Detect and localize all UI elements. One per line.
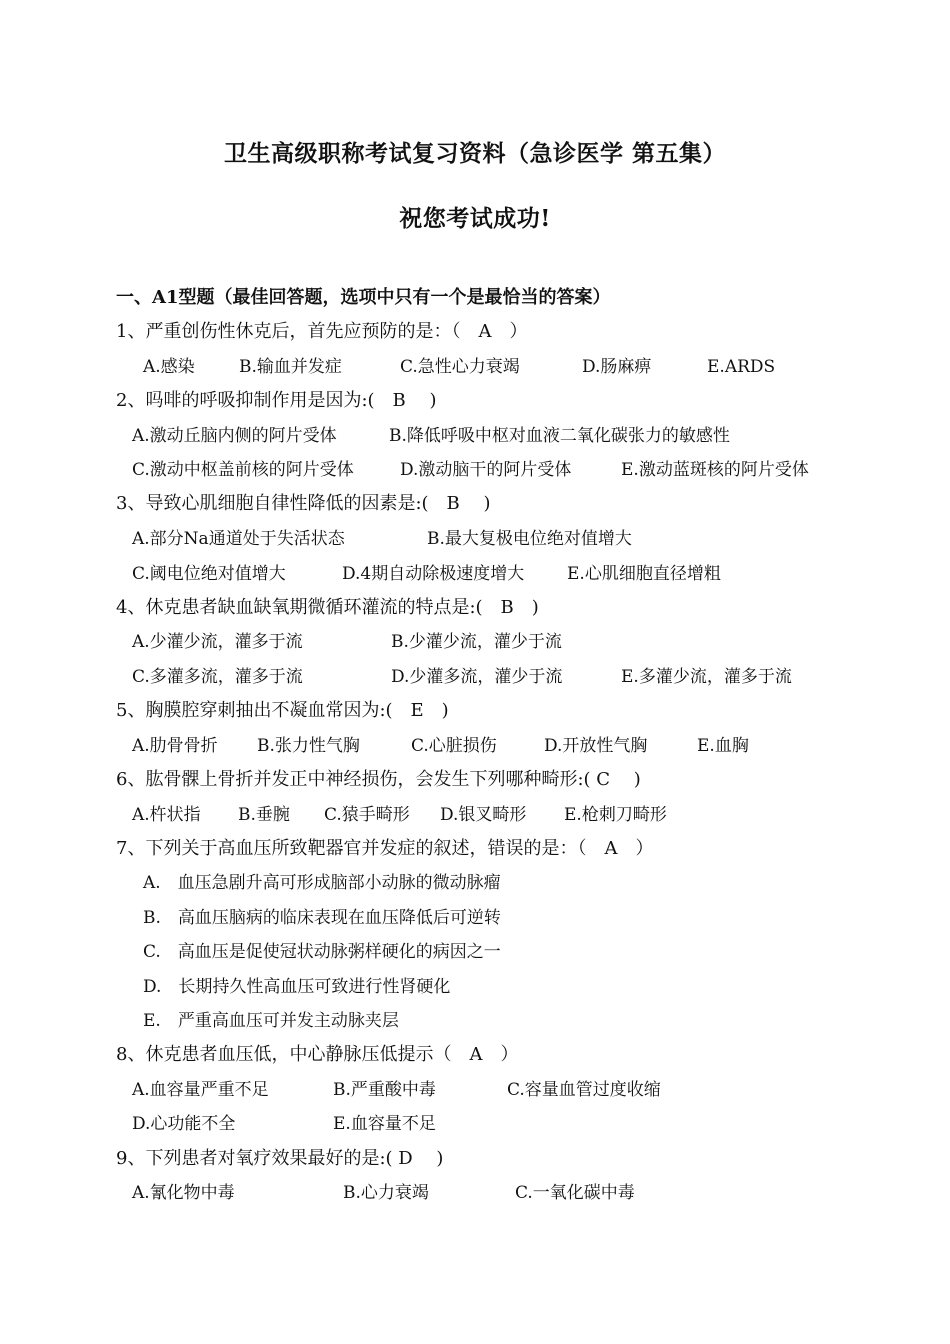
question-5-option-c: C.心脏损伤 — [411, 736, 497, 756]
question-4-option-c: C.多灌多流，灌多于流 — [132, 667, 303, 687]
question-8-option-b: B.严重酸中毒 — [333, 1080, 436, 1100]
question-4-option-e: E.多灌少流，灌多于流 — [621, 667, 792, 687]
question-8-option-c: C.容量血管过度收缩 — [507, 1080, 661, 1100]
question-5-option-d: D.开放性气胸 — [544, 736, 648, 756]
question-6-stem: 6、肱骨髁上骨折并发正中神经损伤，会发生下列哪种畸形:( C ) — [116, 769, 641, 790]
question-1-option-c: C.急性心力衰竭 — [400, 357, 520, 377]
document-subtitle: 祝您考试成功! — [399, 205, 551, 232]
question-9-option-a: A.氰化物中毒 — [132, 1183, 235, 1203]
question-8-option-e: E.血容量不足 — [333, 1114, 436, 1134]
question-1-option-e: E.ARDS — [707, 357, 776, 377]
question-1-option-a: A.感染 — [143, 357, 195, 377]
question-6-option-d: D.银叉畸形 — [440, 805, 527, 825]
question-3-option-e: E.心肌细胞直径增粗 — [567, 564, 721, 584]
question-3-option-d: D.4期自动除极速度增大 — [342, 564, 525, 584]
question-6-option-e: E.枪刺刀畸形 — [564, 805, 667, 825]
question-2-option-e: E.激动蓝斑核的阿片受体 — [621, 460, 809, 480]
question-6-option-a: A.杵状指 — [132, 805, 201, 825]
question-9-option-b: B.心力衰竭 — [343, 1183, 429, 1203]
question-6-option-c: C.猿手畸形 — [324, 805, 410, 825]
question-2-option-b: B.降低呼吸中枢对血液二氧化碳张力的敏感性 — [389, 426, 730, 446]
question-6-option-b: B.垂腕 — [238, 805, 290, 825]
question-3-stem: 3、导致心肌细胞自律性降低的因素是:( B ) — [116, 493, 491, 514]
question-4-stem: 4、休克患者缺血缺氧期微循环灌流的特点是:( B ) — [116, 597, 539, 618]
question-1-option-b: B.输血并发症 — [239, 357, 342, 377]
question-9-option-c: C.一氧化碳中毒 — [515, 1183, 635, 1203]
question-4-option-b: B.少灌少流，灌少于流 — [391, 632, 562, 652]
question-9-stem: 9、下列患者对氧疗效果最好的是:( D ) — [116, 1148, 444, 1169]
question-5-option-b: B.张力性气胸 — [257, 736, 360, 756]
question-2-option-a: A.激动丘脑内侧的阿片受体 — [132, 426, 337, 446]
question-3-option-c: C.阈电位绝对值增大 — [132, 564, 286, 584]
question-5-option-a: A.肋骨骨折 — [132, 736, 218, 756]
question-2-stem: 2、吗啡的呼吸抑制作用是因为:( B ) — [116, 390, 437, 411]
question-8-stem: 8、休克患者血压低，中心静脉压低提示（ A ） — [116, 1044, 519, 1065]
question-3-option-a: A.部分Na通道处于失活状态 — [132, 529, 345, 549]
section-heading: 一、A1型题（最佳回答题，选项中只有一个是最恰当的答案） — [116, 287, 611, 308]
document-title: 卫生高级职称考试复习资料（急诊医学 第五集） — [223, 140, 726, 167]
question-1-stem: 1、严重创伤性休克后，首先应预防的是：（ A ） — [116, 321, 528, 342]
question-7-option-a: A. 血压急剧升高可形成脑部小动脉的微动脉瘤 — [143, 873, 501, 893]
question-2-option-c: C.激动中枢盖前核的阿片受体 — [132, 460, 354, 480]
question-8-option-d: D.心功能不全 — [132, 1114, 236, 1134]
question-5-stem: 5、胸膜腔穿刺抽出不凝血常因为:( E ) — [116, 700, 449, 721]
question-7-option-e: E. 严重高血压可并发主动脉夹层 — [143, 1011, 399, 1031]
question-2-option-d: D.激动脑干的阿片受体 — [400, 460, 572, 480]
question-4-option-d: D.少灌多流，灌少于流 — [391, 667, 563, 687]
question-7-option-d: D. 长期持久性高血压可致进行性肾硬化 — [143, 977, 451, 997]
question-7-option-b: B. 高血压脑病的临床表现在血压降低后可逆转 — [143, 908, 501, 928]
question-8-option-a: A.血容量严重不足 — [132, 1080, 269, 1100]
question-7-option-c: C. 高血压是促使冠状动脉粥样硬化的病因之一 — [143, 942, 501, 962]
question-5-option-e: E.血胸 — [697, 736, 749, 756]
question-7-stem: 7、下列关于高血压所致靶器官并发症的叙述，错误的是：（ A ） — [116, 838, 654, 859]
question-4-option-a: A.少灌少流，灌多于流 — [132, 632, 303, 652]
question-1-option-d: D.肠麻痹 — [582, 357, 652, 377]
question-3-option-b: B.最大复极电位绝对值增大 — [427, 529, 632, 549]
